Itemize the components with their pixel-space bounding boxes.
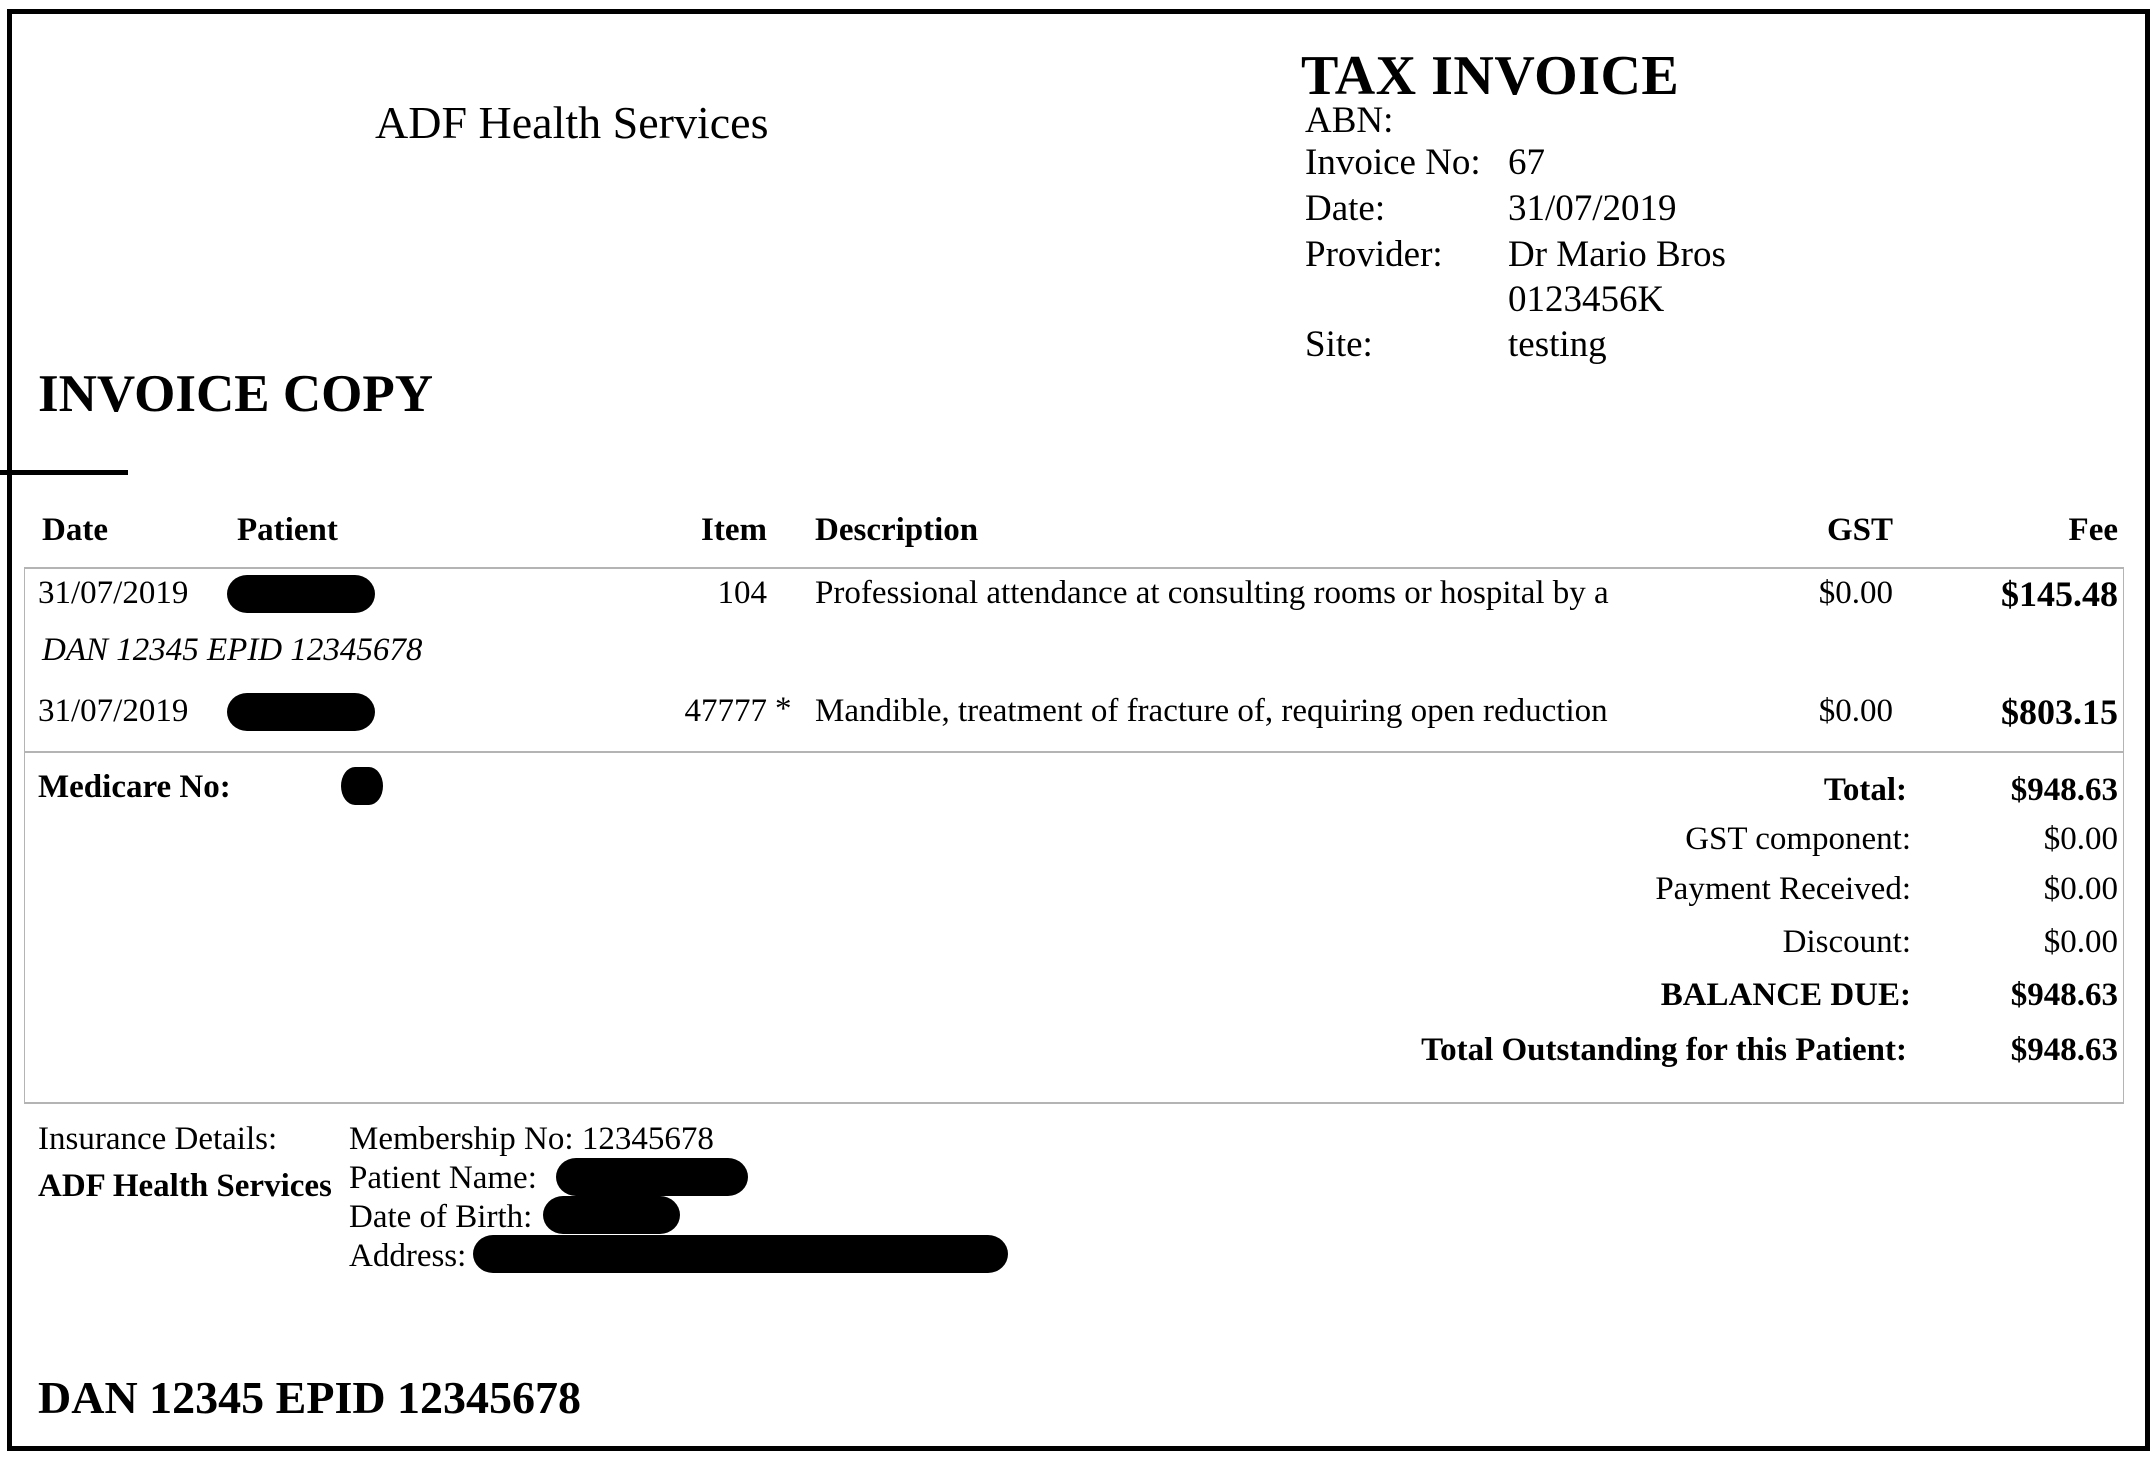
meta-value: 31/07/2019	[1508, 188, 1677, 229]
meta-label: ABN:	[1305, 100, 1394, 141]
meta-value: 0123456K	[1508, 279, 1665, 320]
gst-component-value: $0.00	[2043, 821, 2118, 857]
balance-due-value: $948.63	[2010, 977, 2118, 1013]
membership-label: Membership No:	[349, 1121, 574, 1157]
discount-label: Discount:	[1782, 924, 1911, 960]
row-item-flag: *	[775, 691, 792, 727]
discount-value: $0.00	[2043, 924, 2118, 960]
patient-name-label: Patient Name:	[349, 1160, 537, 1196]
col-header-description: Description	[815, 512, 979, 548]
row-date: 31/07/2019	[38, 693, 189, 729]
tax-invoice-title: TAX INVOICE	[1301, 45, 1680, 107]
address-redaction	[473, 1235, 1008, 1273]
row-gst: $0.00	[1818, 693, 1893, 729]
row-note: DAN 12345 EPID 12345678	[42, 632, 423, 668]
meta-label: Invoice No:	[1305, 142, 1481, 183]
col-header-patient: Patient	[237, 512, 338, 548]
dob-label: Date of Birth:	[349, 1199, 533, 1235]
membership-number: 12345678	[581, 1121, 714, 1157]
meta-label: Provider:	[1305, 234, 1443, 275]
header-rule	[0, 470, 128, 475]
row-date: 31/07/2019	[38, 575, 189, 611]
total-label: Total:	[1823, 772, 1907, 808]
meta-value: 67	[1508, 142, 1545, 183]
row-fee: $145.48	[2001, 574, 2118, 614]
address-label: Address:	[349, 1238, 467, 1274]
medicare-label: Medicare No:	[38, 769, 231, 805]
medicare-redaction	[341, 767, 383, 805]
col-header-date: Date	[42, 512, 108, 548]
gst-component-label: GST component:	[1685, 821, 1911, 857]
meta-value: Dr Mario Bros	[1508, 234, 1726, 275]
meta-label: Date:	[1305, 188, 1386, 229]
col-header-gst: GST	[1826, 512, 1893, 548]
total-outstanding-value: $948.63	[2010, 1032, 2118, 1068]
meta-value: testing	[1508, 324, 1607, 365]
total-value: $948.63	[2010, 772, 2118, 808]
total-outstanding-label: Total Outstanding for this Patient:	[1421, 1032, 1907, 1068]
col-header-item: Item	[701, 512, 767, 548]
membership-line	[349, 1119, 714, 1159]
col-header-fee: Fee	[2068, 512, 2118, 548]
row-description: Mandible, treatment of fracture of, requiring open reduction	[815, 693, 1608, 729]
row-gst: $0.00	[1818, 575, 1893, 611]
meta-label: Site:	[1305, 324, 1373, 365]
payment-received-value: $0.00	[2043, 871, 2118, 907]
insurer-name: ADF Health Services	[38, 1168, 332, 1204]
payment-received-label: Payment Received:	[1655, 871, 1911, 907]
dob-redaction	[543, 1196, 680, 1234]
patient-redaction	[227, 693, 375, 731]
balance-due-label: BALANCE DUE:	[1660, 977, 1911, 1013]
row-item: 47777	[684, 693, 767, 729]
invoice-copy-title: INVOICE COPY	[38, 365, 433, 423]
insurance-details-label: Insurance Details:	[38, 1121, 278, 1157]
row-description: Professional attendance at consulting rooms or hospital by a	[815, 575, 1609, 611]
patient-redaction	[227, 575, 375, 613]
row-fee: $803.15	[2001, 692, 2118, 732]
footer-reference: DAN 12345 EPID 12345678	[38, 1372, 582, 1423]
patient-name-redaction	[556, 1158, 748, 1196]
clinic-name: ADF Health Services	[375, 97, 769, 148]
row-item: 104	[717, 575, 767, 611]
